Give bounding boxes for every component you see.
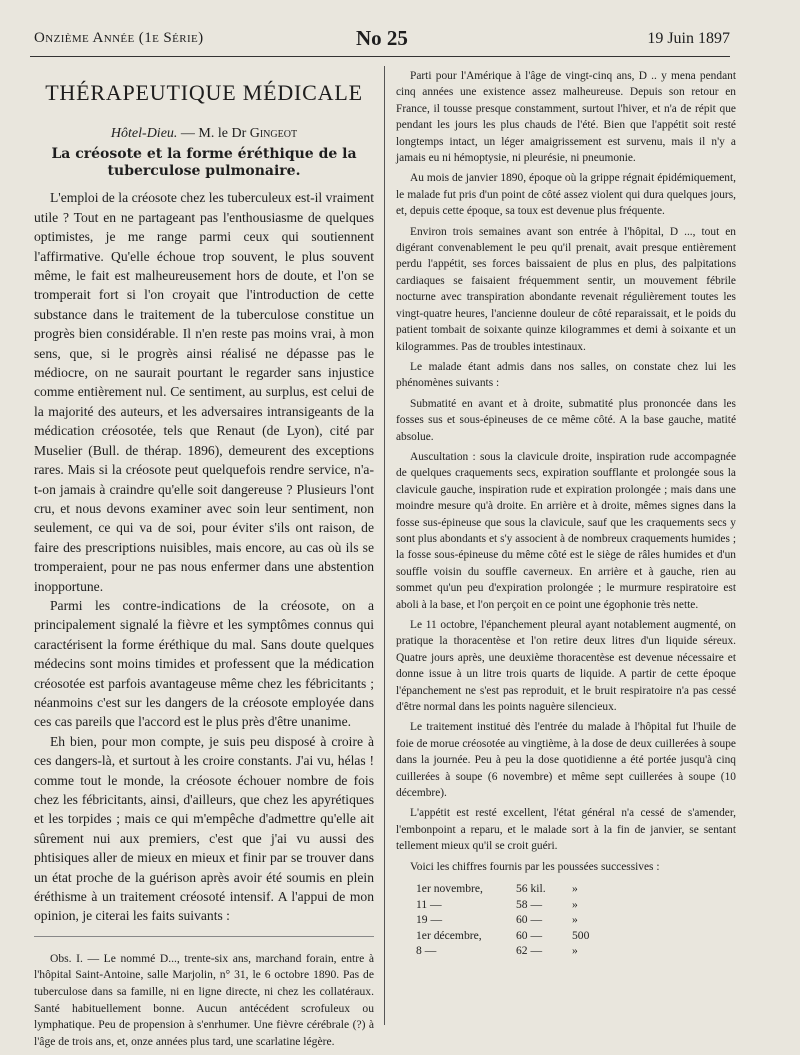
table-row (412, 897, 616, 913)
table-cell-extra: » (572, 882, 578, 896)
byline-author-prefix: — M. le Dr (180, 126, 247, 141)
section-title: THÉRAPEUTIQUE MÉDICALE (45, 80, 363, 105)
table-cell-extra: 500 (572, 928, 590, 942)
table-cell-weight: 58 — (516, 897, 543, 911)
paragraph: Le 11 octobre, l'épanchement pleural ayant notablement augmenté, on pratique la thoracentèse et l'on retire deux litres d'un liquide séreux. Quatre jours après, une deuxième thoracentèse est devenue nécessaire et donne issue à un litre trois quarts de liquide. A partir de cette époque l'épanchement ne s'est pas reproduit, et le bruit respiratoire n'a pas cessé d'être normal dans les points naguère silencieux. (396, 619, 736, 714)
byline-place: Hôtel-Dieu. (110, 126, 178, 141)
header-rule (30, 56, 730, 57)
paragraph: Parti pour l'Amérique à l'âge de vingt-cinq ans, D .. y mena pendant cinq années une existence assez malheureuse. Depuis son retour en France, il tousse presque constamment, surtout l'hiver, et n'a de répit que pendant les jours les plus chauds de l'été. Bien que l'appétit soit resté longtemps intact, un léger amaigrissement est survenu, mais il n'y a jamais eu ni hémoptysie, ni pleurésie, ni pneumonie. (396, 70, 736, 165)
paragraph: Auscultation : sous la clavicule droite, inspiration rude accompagnée de quelques craquements secs, expiration soufflante et prolongée sous la clavicule gauche, inspiration rude et expiration prolongée ; mais dans une moindre mesure qu'à droite. En arrière et à droite, mêmes signes dans la fosse sus-épineuse que sous la clavicule, sauf que les craquements secs y sont plus abondants et s'y associent à de nombreux craquements humides ; la fosse sous-épineuse du même côté est le siège de râles humides et d'un souffle voisin du souffle caverneux. En arrière et à gauche, rien au sommet qu'un peu d'expiration prolongée ; le murmure respiratoire est aboli à la base, et l'on perçoit en ce point une égophonie très nette. (396, 450, 736, 611)
table-row (412, 928, 616, 944)
issue-number: No 25 (356, 26, 408, 50)
table-cell-extra: » (572, 897, 578, 911)
paragraph: L'emploi de la créosote chez les tuberculeux est-il vraiment utile ? Tout en ne partageant pas l'enthousiasme de quelques optimistes, je me range parmi ceux qui soutiennent l'affirmative. Qu'elle échoue trop souvent, le plus souvent même, le fait est malheureusement hors de doute, et l'on se tromperait fort si l'on croyait que l'introduction de cette substance dans le traitement de la tuberculose constitue un progrès bien considérable. Il n'en reste pas moins vrai, à mon sens, que, si le progrès ainsi réalisé ne dépasse pas le médiocre, on ne saurait pourtant le regarder sans injustice comme entièrement nul. Ce sentiment, au surplus, est celui de la majorité des auteurs, et les adversaires intransigeants de la médication créosotée, tels que Renaut (de Lyon), cité par Muselier (Bull. de thérap. 1896), demeurent des exceptions rares. Mais si la créosote peut quelquefois rendre service, n'a-t-on jamais à craindre qu'elle soit dangereuse ? Plusieurs l'ont cru, et nous devons examiner avec soin leur sentiment, non seulement, ce qui va de soi, pour éviter s'ils ont raison, de faire des prescriptions nuisibles, mais encore, au cas où ils se tromperaient, pour ne pas nous enfermer dans une abstention inopportune. (34, 190, 374, 594)
byline-author-name: Gingeot (249, 126, 298, 141)
paragraph: Le traitement institué dès l'entrée du malade à l'hôpital fut l'huile de foie de morue créosotée au vingtième, à la dose de deux cuillerées à soupe dans la journée. Peu à peu la dose quotidienne a été portée jusqu'à cinq cuillerées à soupe (6 novembre) et même sept cuillerées à soupe (10 décembre). (396, 721, 736, 800)
paragraph: Eh bien, pour mon compte, je suis peu disposé à croire à ces dangers-là, et surtout à les croire constants. J'ai vu, hélas ! comme tout le monde, la créosote échouer nombre de fois chez les fébricitants, ainsi, d'ailleurs, que chez les apyrétiques et les torpides ; mais ce qui m'empêche d'admettre qu'elle ait sûrement nui aux premiers, c'est que j'ai vu aussi des phtisiques aller de mieux en mieux et finir par se trouver dans un état proche de la guérison après avoir été soumis en plein éréthisme à un traitement créosoté intensif. A l'appui de mon opinion, je citerai les faits suivants : (34, 733, 374, 924)
table-cell-date: 19 — (416, 913, 443, 927)
paragraph: Le malade étant admis dans nos salles, on constate chez lui les phénomènes suivants : (396, 360, 736, 390)
weight-table (412, 881, 616, 959)
table-row (412, 912, 616, 928)
table-row (412, 943, 616, 959)
table-cell-date: 1er décembre, (416, 928, 482, 942)
table-cell-date: 1er novembre, (416, 882, 483, 896)
left-column (34, 70, 374, 1050)
table-cell-date: 8 — (416, 944, 437, 958)
observation-paragraph: Obs. I. — Le nommé D..., trente-six ans, marchand forain, entre à l'hôpital Saint-Antoine, salle Marjolin, n° 31, le 6 octobre 1890. Pas de tuberculose dans sa famille, ni en ligne directe, ni chez les collatéraux. Santé habituellement bonne. Aucun antécédent scrofuleux ou lymphatique. Peu de propension à s'enrhumer. Une fièvre cérébrale (?) à l'âge de trois ans, et, onze années plus tard, une scarlatine légère. (34, 951, 374, 1048)
table-cell-weight: 60 — (516, 928, 543, 942)
column-divider (384, 66, 385, 1025)
table-row (412, 881, 616, 897)
table-cell-weight: 62 — (516, 944, 543, 958)
table-cell-weight: 56 kil. (516, 882, 546, 896)
paragraph: Environ trois semaines avant son entrée à l'hôpital, D ..., tout en digérant convenablement le peu qu'il prenait, avait presque entièrement perdu l'appétit, ses forces baissaient de plus en plus, des palpitations cardiaques se faisaient fréquemment sentir, un mouvement fébrile nocturne avec transpiration abondante revenait régulièrement toutes les vingt-quatre heures, l'ancienne douleur de côté reparaissait, et le poids du patient tombait de soixante quinze kilogrammes et demi à soixante et un kilogrammes. Pas de troubles intestinaux. (396, 225, 736, 353)
paragraph: Submatité en avant et à droite, submatité plus prononcée dans les fosses sus et sous-épineuses de ce même côté. A la base gauche, matité absolue. (396, 397, 736, 443)
paragraph: L'appétit est resté excellent, l'état général n'a cessé de s'amender, l'embonpoint a reparu, et le malade sort à la fin de janvier, se sentant tellement mieux qu'il se croit guéri. (396, 807, 736, 853)
byline (34, 124, 374, 143)
observation-rule (34, 936, 374, 937)
right-column (396, 68, 736, 959)
volume-label: Onzième Année (1e Série) (34, 30, 204, 46)
page-header (34, 28, 730, 54)
paragraph: Parmi les contre-indications de la créosote, on a principalement signalé la fièvre et les symptômes connus qui caractérisent la forme éréthique du mal. Sans doute quelques médecins sont moins timides et professent que la médication créosotée est parfois avantageuse même chez les fébricitants ; néanmoins c'est sur les dangers de la créosote employée dans ces cas pareils que l'accord est le plus près d'être unanime. (34, 597, 374, 730)
paragraph: Voici les chiffres fournis par les poussées successives : (410, 860, 660, 873)
issue-date: 19 Juin 1897 (647, 30, 730, 47)
table-cell-extra: » (572, 944, 578, 958)
table-cell-weight: 60 — (516, 913, 543, 927)
table-cell-extra: » (572, 913, 578, 927)
table-cell-date: 11 — (416, 897, 442, 911)
paragraph: Au mois de janvier 1890, époque où la grippe régnait épidémiquement, le malade fut pris d'un point de côté assez violent qui dura quelques jours, et, depuis cette époque, sa toux est devenue plus fréquente. (396, 172, 736, 218)
article-title: La créosote et la forme éréthique de la tuberculose pulmonaire. (51, 146, 357, 180)
